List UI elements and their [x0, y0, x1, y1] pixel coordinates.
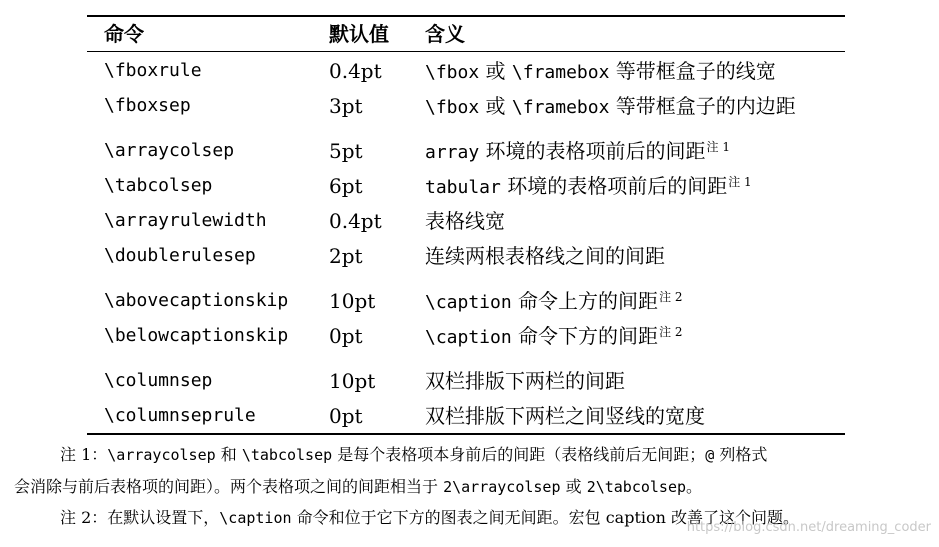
table-row-command: \arraycolsep — [104, 140, 235, 161]
table-row-command: \columnsep — [104, 370, 213, 391]
table-row-meaning: 双栏排版下两栏的间距 — [425, 369, 625, 393]
watermark: https://blog.csdn.net/dreaming_coder — [686, 520, 931, 535]
table-row-command: \fboxrule — [104, 60, 202, 81]
table-row-meaning: \fbox 或 \framebox 等带框盒子的线宽 — [425, 59, 776, 83]
footnote-marker: 注 1 — [728, 175, 752, 189]
table-row-default: 0pt — [329, 404, 363, 428]
table-row-command: \arrayrulewidth — [104, 210, 267, 231]
table-row-meaning: \caption 命令上方的间距$^{注 2}$ — [425, 289, 683, 313]
table-row-meaning: 双栏排版下两栏之间竖线的宽度 — [425, 404, 705, 428]
table-row-command: \doublerulesep — [104, 245, 256, 266]
table-row-default: 0.4pt — [329, 59, 382, 83]
table-row-default: 0.4pt — [329, 209, 382, 233]
table-row-meaning: 表格线宽 — [425, 209, 505, 233]
table-row-command: \abovecaptionskip — [104, 290, 289, 311]
table-row-meaning: array 环境的表格项前后的间距$^{注 1}$ — [425, 139, 730, 163]
table-row-default: 0pt — [329, 324, 363, 348]
footnote-marker: 注 1 — [706, 140, 730, 154]
footnote-marker: 注 2 — [659, 290, 683, 304]
table-row-command: \columnseprule — [104, 405, 256, 426]
footnote-2: 注 2：在默认设置下，\caption 命令和位于它下方的图表之间无间距。宏包 caption 改善了这个问题。 — [60, 508, 800, 527]
footnote-marker: 注 2 — [659, 325, 683, 339]
table-row-default: 3pt — [329, 94, 363, 118]
footnote-1-line-2: 会消除与前后表格项的间距）。两个表格项之间的间距相当于 2\arraycolsep 或 2\tabcolsep。 — [14, 477, 703, 496]
table-row-meaning: 连续两根表格线之间的间距 — [425, 244, 665, 268]
footnote-1-line-1: 注 1：\arraycolsep 和 \tabcolsep 是每个表格项本身前后的间距（表格线前后无间距；@ 列格式 — [60, 445, 768, 464]
table-row-command: \belowcaptionskip — [104, 325, 289, 346]
table-bottom-rule — [87, 433, 845, 435]
header-default: 默认值 — [329, 22, 389, 46]
table-row-meaning: \caption 命令下方的间距$^{注 2}$ — [425, 324, 683, 348]
table-row-default: 5pt — [329, 139, 363, 163]
header-command: 命令 — [104, 22, 144, 46]
table-row-default: 10pt — [329, 289, 376, 313]
table-header-rule — [87, 51, 845, 52]
table-row-command: \fboxsep — [104, 95, 191, 116]
table-top-rule — [87, 15, 845, 17]
table-row-meaning: \fbox 或 \framebox 等带框盒子的内边距 — [425, 94, 796, 118]
table-row-default: 2pt — [329, 244, 363, 268]
header-meaning: 含义 — [425, 22, 465, 46]
table-row-default: 6pt — [329, 174, 363, 198]
table-row-meaning: tabular 环境的表格项前后的间距$^{注 1}$ — [425, 174, 752, 198]
table-row-command: \tabcolsep — [104, 175, 213, 196]
table-row-default: 10pt — [329, 369, 376, 393]
